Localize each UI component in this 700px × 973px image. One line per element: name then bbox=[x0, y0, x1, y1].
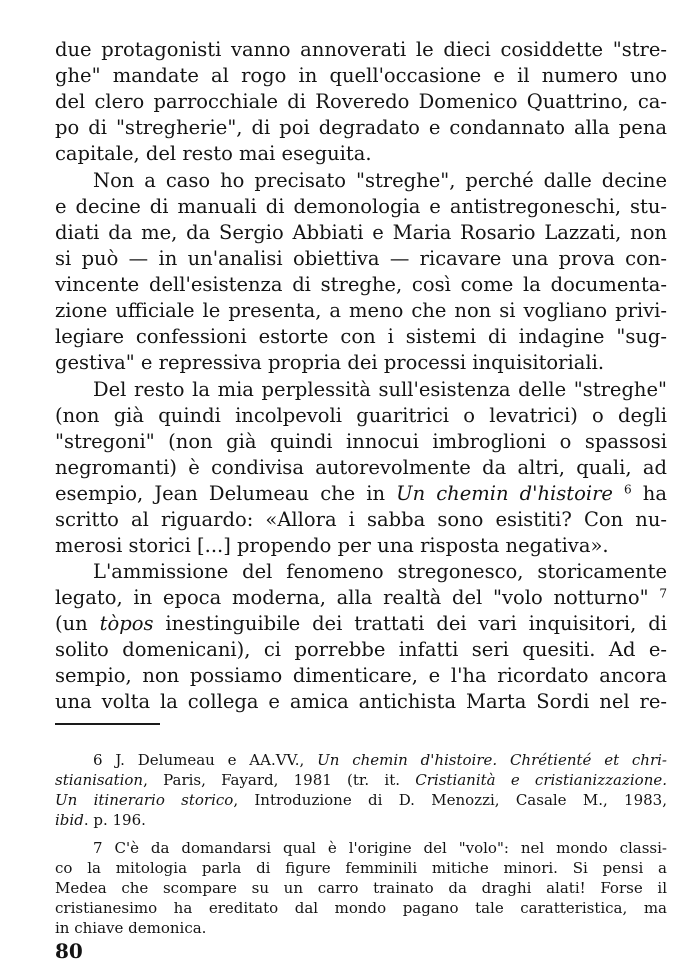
text-segment bbox=[613, 482, 624, 505]
body-line bbox=[55, 223, 667, 243]
text-segment: si può — in un'analisi obiettiva — ricavare una prova con- bbox=[55, 247, 667, 270]
text-segment: (un bbox=[55, 612, 100, 635]
text-segment: in chiave demonica. bbox=[55, 919, 207, 937]
body-line bbox=[55, 510, 667, 530]
page-number: 80 bbox=[55, 939, 83, 963]
text-segment: . p. 196. bbox=[83, 811, 146, 829]
text-segment: negromanti) è condivisa autorevolmente da altri, quali, ad bbox=[55, 456, 667, 479]
text-segment: legato, in epoca moderna, alla realtà del "volo notturno" bbox=[55, 586, 660, 609]
body-line bbox=[55, 40, 667, 60]
footnote-line bbox=[55, 793, 667, 808]
body-line bbox=[55, 66, 667, 86]
body-line bbox=[55, 458, 667, 478]
footnote-line bbox=[55, 921, 667, 936]
text-segment: diati da me, da Sergio Abbiati e Maria Rosario Lazzati, non bbox=[55, 221, 667, 244]
text-segment: L'ammissione del fenomeno stregonesco, storicamente bbox=[93, 560, 667, 583]
footnote-line bbox=[93, 753, 667, 768]
footnote-line bbox=[55, 881, 667, 896]
body-line bbox=[55, 484, 667, 504]
text-segment: Cristianità e cristianizzazione. bbox=[415, 771, 667, 789]
text-segment: "stregoni" (non già quindi innocui imbroglioni o spassosi bbox=[55, 430, 667, 453]
text-segment: , Introduzione di D. Menozzi, Casale M., 1983, bbox=[233, 791, 667, 809]
text-segment: gestiva" e repressiva propria dei processi inquisitoriali. bbox=[55, 351, 605, 374]
body-line bbox=[55, 536, 667, 556]
text-segment: po di "stregherie", di poi degradato e condannato alla pena bbox=[55, 116, 667, 139]
body-line bbox=[93, 171, 667, 191]
text-segment: ha bbox=[631, 482, 667, 505]
text-segment: tòpos bbox=[99, 612, 154, 635]
body-line bbox=[55, 144, 667, 164]
body-line bbox=[55, 406, 667, 426]
body-line bbox=[55, 275, 667, 295]
text-segment: sempio, non possiamo dimenticare, e l'ha ricordato ancora bbox=[55, 664, 667, 687]
text-segment: inestinguibile dei trattati dei vari inquisitori, di bbox=[153, 612, 667, 635]
text-segment: solito domenicani), ci porrebbe infatti seri quesiti. Ad e- bbox=[55, 638, 667, 661]
footnote-marker: 6 bbox=[624, 482, 632, 497]
text-segment: cristianesimo ha ereditato dal mondo pagano tale caratteristica, ma bbox=[55, 899, 667, 917]
text-segment: legiare confessioni estorte con i sistemi di indagine "sug- bbox=[55, 325, 667, 348]
text-segment: ibid bbox=[55, 811, 84, 829]
body-line bbox=[93, 562, 667, 582]
body-line bbox=[55, 327, 667, 347]
body-line bbox=[55, 640, 667, 660]
text-segment: scritto al riguardo: «Allora i sabba sono esistiti? Con nu- bbox=[55, 508, 667, 531]
text-segment: co la mitologia parla di figure femminili mitiche minori. Si pensi a bbox=[55, 859, 667, 877]
text-segment: capitale, del resto mai eseguita. bbox=[55, 142, 372, 165]
text-segment: merosi storici [...] propendo per una risposta negativa». bbox=[55, 534, 609, 557]
text-segment: (non già quindi incolpevoli guaritrici o levatrici) o degli bbox=[55, 404, 667, 427]
footnote-line bbox=[93, 841, 667, 856]
text-segment: Un chemin d'histoire bbox=[396, 482, 613, 505]
text-segment: Non a caso ho precisato "streghe", perché dalle decine bbox=[93, 169, 667, 192]
body-line bbox=[55, 118, 667, 138]
footnote-marker: 7 bbox=[659, 586, 667, 601]
body-line bbox=[55, 197, 667, 217]
body-line bbox=[55, 353, 667, 373]
text-segment: stianisation bbox=[55, 771, 144, 789]
text-segment: e decine di manuali di demonologia e antistregoneschi, stu- bbox=[55, 195, 667, 218]
text-segment: 7 C'è da domandarsi qual è l'origine del "volo": nel mondo classi- bbox=[93, 839, 667, 857]
text-segment: Un chemin d'histoire. Chrétienté et chri- bbox=[317, 751, 667, 769]
text-segment: due protagonisti vanno annoverati le dieci cosiddette "stre- bbox=[55, 38, 667, 61]
body-line bbox=[55, 249, 667, 269]
body-line bbox=[55, 92, 667, 112]
body-line bbox=[55, 588, 667, 608]
body-line bbox=[55, 692, 667, 712]
text-segment: Medea che scompare su un carro trainato da draghi alati! Forse il bbox=[55, 879, 667, 897]
text-segment: ghe" mandate al rogo in quell'occasione e il numero uno bbox=[55, 64, 667, 87]
footnote-line bbox=[55, 901, 667, 916]
body-line bbox=[55, 432, 667, 452]
body-line bbox=[55, 301, 667, 321]
body-line bbox=[55, 614, 667, 634]
footnote-line bbox=[55, 813, 667, 828]
text-segment: esempio, Jean Delumeau che in bbox=[55, 482, 397, 505]
text-segment: una volta la collega e amica antichista Marta Sordi nel re- bbox=[55, 690, 667, 713]
footnote-line bbox=[55, 773, 667, 788]
text-segment: vincente dell'esistenza di streghe, così come la documenta- bbox=[55, 273, 667, 296]
body-line bbox=[93, 380, 667, 400]
body-line bbox=[55, 666, 667, 686]
text-segment: Del resto la mia perplessità sull'esistenza delle "streghe" bbox=[93, 378, 667, 401]
footnote-line bbox=[55, 861, 667, 876]
text-segment: 6 J. Delumeau e AA.VV., bbox=[93, 751, 318, 769]
text-segment: zione ufficiale le presenta, a meno che non si vogliano privi- bbox=[55, 299, 667, 322]
text-segment: Un itinerario storico bbox=[55, 791, 234, 809]
text-segment: del clero parrocchiale di Roveredo Domenico Quattrino, ca- bbox=[55, 90, 667, 113]
footnote-separator bbox=[55, 723, 160, 725]
text-segment: , Paris, Fayard, 1981 (tr. it. bbox=[143, 771, 416, 789]
